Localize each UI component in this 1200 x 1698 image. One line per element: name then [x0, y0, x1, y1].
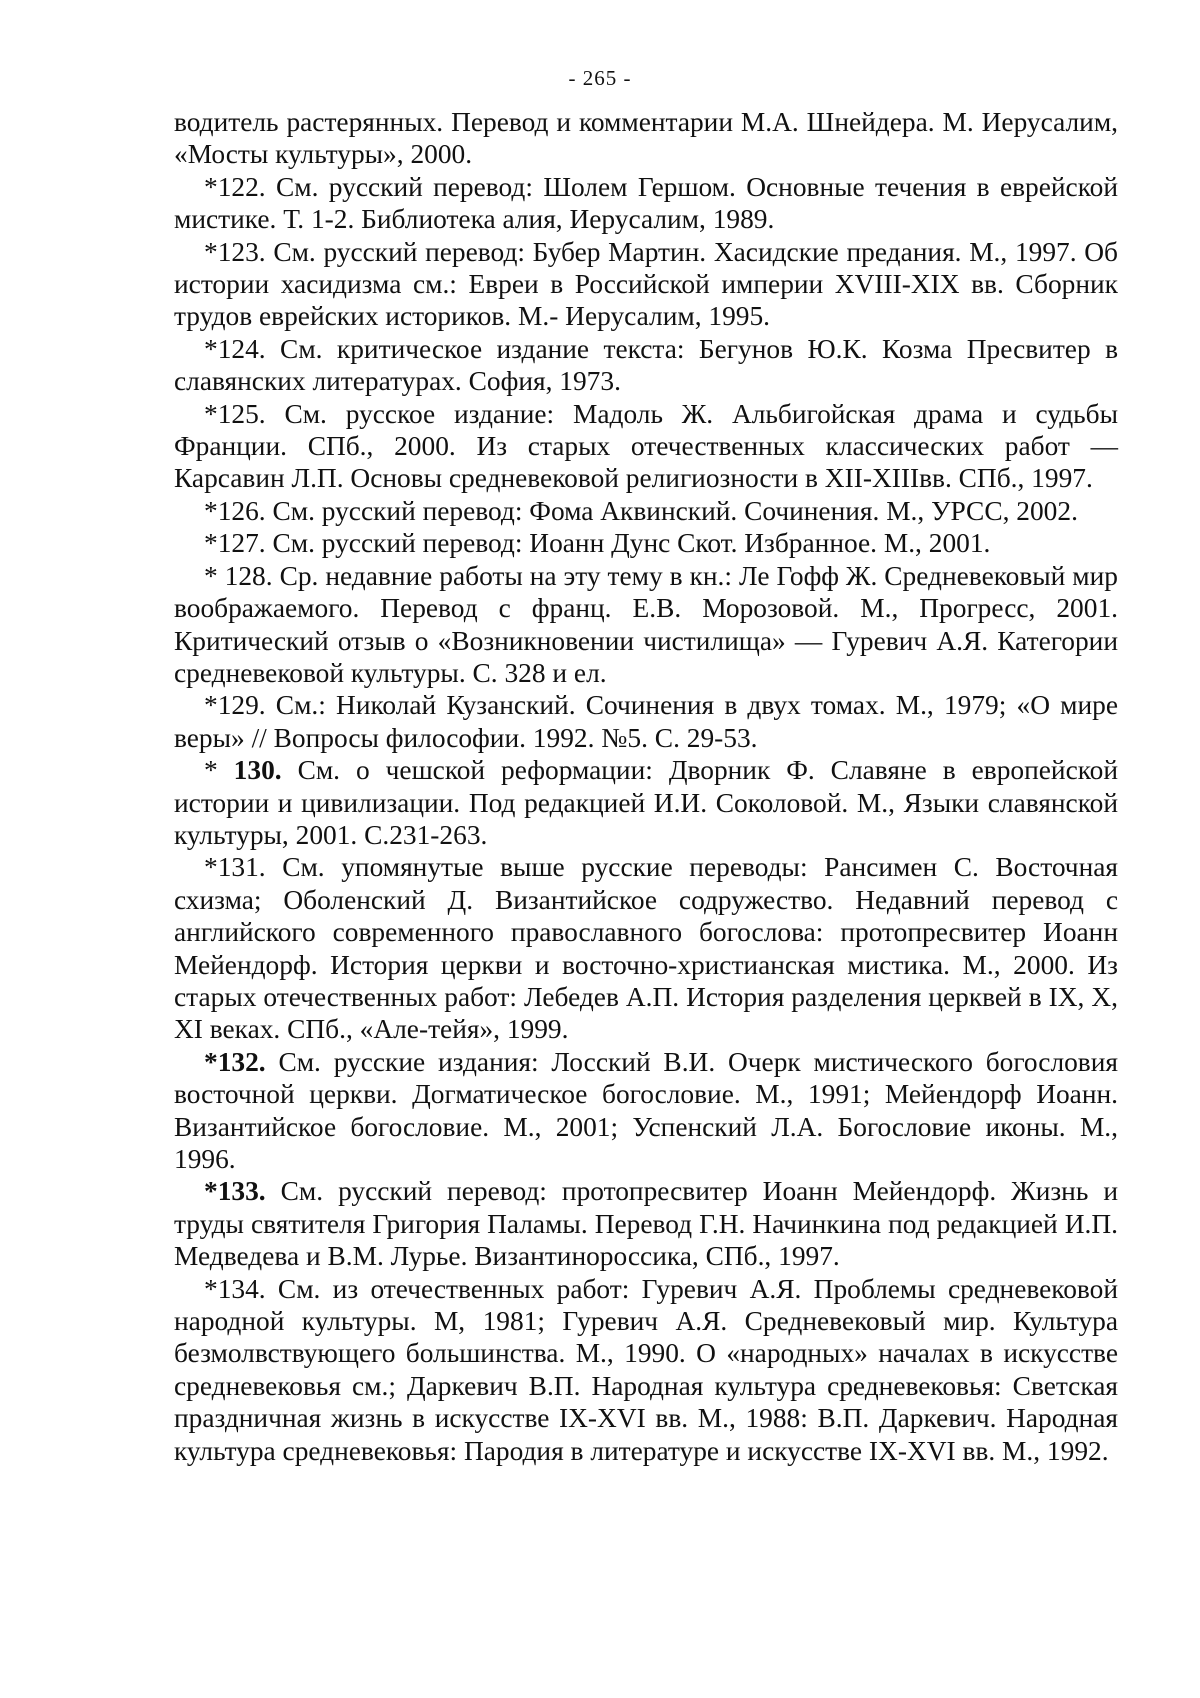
footnote-125 — [174, 398, 1118, 495]
footnote-text: *127. См. русский перевод: Иоанн Дунс Скот. Избранное. М., 2001. — [204, 528, 991, 559]
footnote-text: *123. См. русский перевод: Бубер Мартин. Хасидские предания. М., 1997. Об истории хасидизма см.: Евреи в Российской империи XVIII-XIX вв. Сборник трудов еврейских историков. М.- Иерусалим, 1995. — [174, 236, 1118, 332]
footnote-131 — [174, 851, 1118, 1045]
footnote-text: *126. См. русский перевод: Фома Аквинский. Сочинения. М., УРСС, 2002. — [204, 495, 1078, 526]
footnote-123 — [174, 236, 1118, 333]
footnote-text: *125. См. русское издание: Мадоль Ж. Альбигойская драма и судьбы Франции. СПб., 2000. Из старых отечественных классических работ — Карсавин Л.П. Основы средневековой религиозности в XII-XIIIвв. СПб., 1997. — [174, 398, 1118, 494]
footnote-126 — [174, 495, 1118, 527]
footnote-127 — [174, 527, 1118, 559]
footnote-text: См. русский перевод: протопресвитер Иоанн Мейендорф. Жизнь и труды святителя Григория Паламы. Перевод Г.Н. Начинкина под редакцией И.П. Медведева и В.М. Лурье. Византинороссика, СПб., 1997. — [174, 1176, 1118, 1272]
footnote-number: 130. — [233, 755, 282, 786]
footnote-number: *132. — [204, 1046, 266, 1077]
footnote-134 — [174, 1273, 1118, 1467]
footnotes-body — [174, 106, 1118, 1467]
footnote-132 — [174, 1046, 1118, 1176]
footnote-text: См. о чешской реформации: Дворник Ф. Славяне в европейской истории и цивилизации. Под редакцией И.И. Соколовой. М., Языки славянской культуры, 2001. С.231-263. — [174, 755, 1119, 850]
footnote-133 — [174, 1175, 1118, 1272]
footnote-text: *134. См. из отечественных работ: Гуревич А.Я. Проблемы средневековой народной культуры. М, 1981; Гуревич А.Я. Средневековый мир. Культура безмолвствующего большинства. М., 1990. О «народных» началах в искусстве средневековья см.; Даркевич В.П. Народная культура средневековья: Светская праздничная жизнь в искусстве IX-XVI вв. М., 1988: В.П. Даркевич. Народная культура средневековья: Пародия в литературе и искусстве IX-XVI вв. М., 1992. — [174, 1273, 1118, 1466]
footnote-text: * 128. Ср. недавние работы на эту тему в кн.: Ле Гофф Ж. Средневековый мир воображаемого. Перевод с франц. Е.В. Морозовой. М., Прогресс, 2001. Критический отзыв о «Возникновении чистилища» — Гуревич А.Я. Категории средневековой культуры. С. 328 и ел. — [174, 560, 1118, 688]
paragraph-text: водитель растерянных. Перевод и комментарии М.А. Шнейдера. М. Иерусалим, «Мосты культуры», 2000. — [174, 107, 1118, 170]
footnote-text: *124. См. критическое издание текста: Бегунов Ю.К. Козма Пресвитер в славянских литературах. София, 1973. — [174, 333, 1118, 397]
footnote-122 — [174, 171, 1118, 236]
page-number: - 265 - — [568, 66, 632, 90]
footnote-marker: * — [204, 755, 234, 786]
footnote-124 — [174, 333, 1118, 398]
footnote-130 — [174, 754, 1118, 851]
footnote-text: См. русские издания: Лосский В.И. Очерк мистического богословия восточной церкви. Догматическое богословие. М., 1991; Мейендорф Иоанн. Византийское богословие. М., 2001; Успенский Л.А. Богословие иконы. М., 1996. — [174, 1046, 1118, 1174]
footnote-number: *133. — [204, 1176, 266, 1207]
footnote-128 — [174, 560, 1118, 690]
footnote-129 — [174, 689, 1118, 754]
footnote-text: *122. См. русский перевод: Шолем Гершом. Основные течения в еврейской мистике. Т. 1-2. Библиотека алия, Иерусалим, 1989. — [174, 171, 1118, 235]
continuation-paragraph — [174, 106, 1118, 171]
footnote-text: *131. См. упомянутые выше русские переводы: Рансимен С. Восточная схизма; Оболенский Д. Византийское содружество. Недавний перевод с английского современного православного богослова: протопресвитер Иоанн Мейендорф. История церкви и восточно-христианская мистика. М., 2000. Из старых отечественных работ: Лебедев А.П. История разделения церквей в IX, X, XI веках. СПб., «Але-тейя», 1999. — [174, 852, 1118, 1045]
footnote-text: *129. См.: Николай Кузанский. Сочинения в двух томах. М., 1979; «О мире веры» // Вопросы философии. 1992. №5. С. 29-53. — [174, 690, 1118, 753]
